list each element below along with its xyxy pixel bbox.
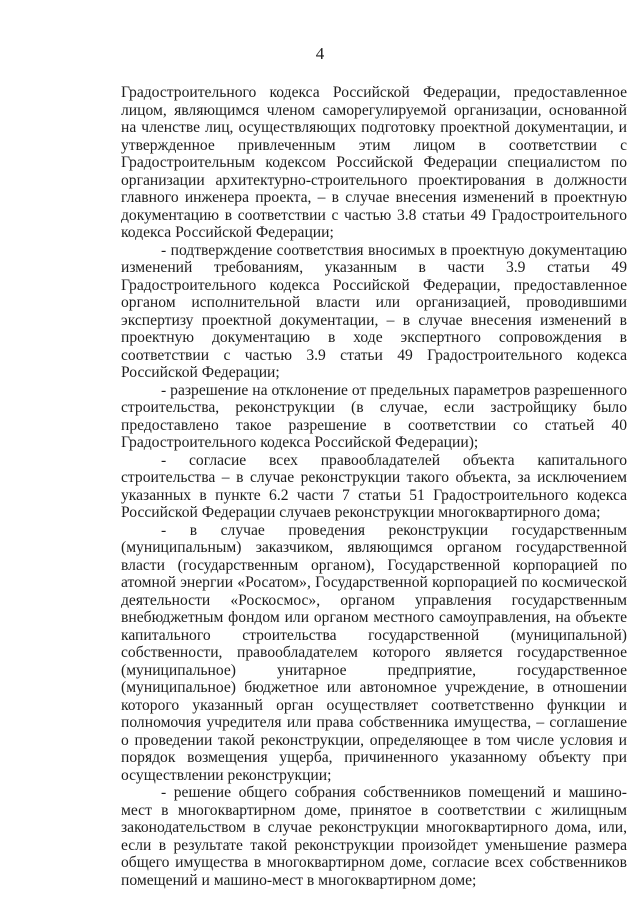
paragraph-changes-confirmation: - подтверждение соответствия вносимых в проектную документацию изменений требованиям, указанным в части 3.9 статьи 49 Градостроительного кодекса Российской Федерации, предоставленное органом исполнительной власти или организацией, проводившими экспертизу проектной документации, – в случае внесения изменений в проектную документацию в ходе экспертного сопровождения в соответствии с частью 3.9 статьи 49 Градостроительного кодекса Российской Федерации; [121, 241, 627, 381]
paragraph-owners-consent: - согласие всех правообладателей объекта капитального строительства – в случае реконструкции такого объекта, за исключением указанных в пункте 6.2 части 7 статьи 51 Градостроительного кодекса Российской Федерации случаев реконструкции многоквартирного дома; [121, 451, 627, 521]
document-body [121, 84, 627, 889]
paragraph-continuation: Градостроительного кодекса Российской Федерации, предоставленное лицом, являющимся членом саморегулируемой организации, основанной на членстве лиц, осуществляющих подготовку проектной документации, и утвержденное привлеченным этим лицом в соответствии с Градостроительным кодексом Российской Федерации специалистом по организации архитектурно-строительного проектирования в должности главного инженера проекта, – в случае внесения изменений в проектную документацию в соответствии с частью 3.8 статьи 49 Градостроительного кодекса Российской Федерации; [121, 84, 627, 241]
page-number: 4 [315, 44, 325, 63]
paragraph-reconstruction-agreement: - в случае проведения реконструкции государственным (муниципальным) заказчиком, являющимся органом государственной власти (государственным органом), Государственной корпорацией по атомной энергии «Росатом», Государственной корпорацией по космической деятельности «Роскосмос», органом управления государственным внебюджетным фондом или органом местного самоуправления, на объекте капитального строительства государственной (муниципальной) собственности, правообладателем которого является государственное (муниципальное) унитарное предприятие, государственное (муниципальное) бюджетное или автономное учреждение, в отношении которого указанный орган осуществляет соответственно функции и полномочия учредителя или права собственника имущества, – соглашение о проведении такой реконструкции, определяющее в том числе условия и порядок возмещения ущерба, причиненного указанному объекту при осуществлении реконструкции; [121, 521, 627, 784]
paragraph-owners-meeting-decision: - решение общего собрания собственников помещений и машино-мест в многоквартирном доме, принятое в соответствии с жилищным законодательством в случае реконструкции многоквартирного дома, или, если в результате такой реконструкции произойдет уменьшение размера общего имущества в многоквартирном доме, согласие всех собственников помещений и машино-мест в многоквартирном доме; [121, 784, 627, 889]
paragraph-deviation-permit: - разрешение на отклонение от предельных параметров разрешенного строительства, реконструкции (в случае, если застройщику было предоставлено такое разрешение в соответствии со статьей 40 Градостроительного кодекса Российской Федерации); [121, 381, 627, 451]
